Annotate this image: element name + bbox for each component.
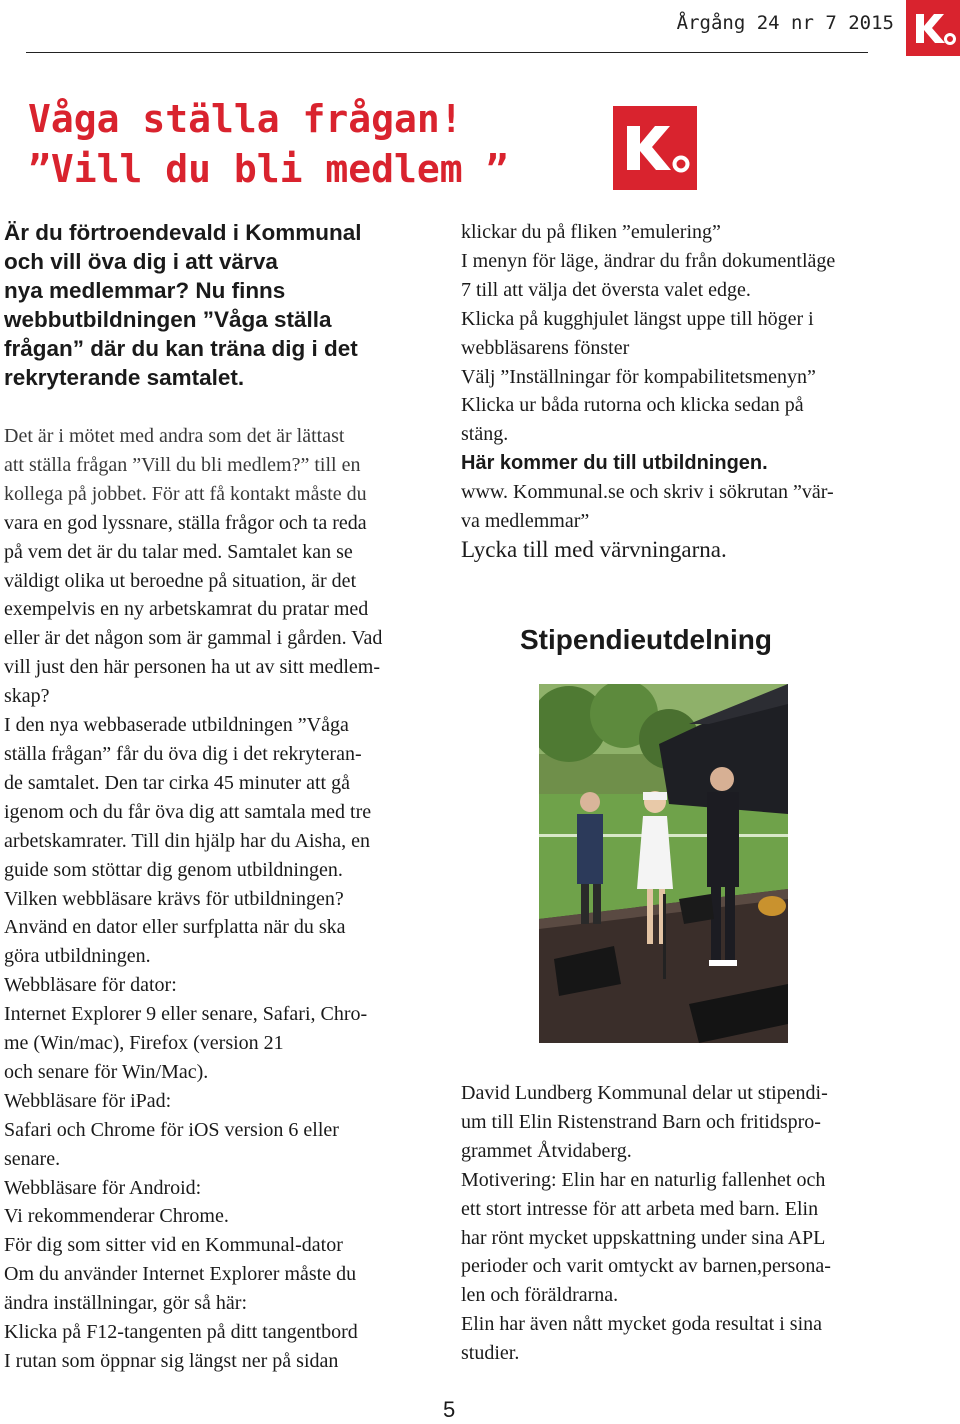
body-line: göra utbildningen.: [4, 945, 151, 968]
body-line: skap?: [4, 685, 50, 708]
header-rule: [26, 52, 868, 53]
photo-image: [539, 684, 788, 1043]
body-line: Klicka på kugghjulet längst uppe till höger i: [461, 307, 814, 330]
lead-line: webbutbildningen ”Våga ställa: [4, 307, 332, 332]
body-line: exempelvis en ny arbetskamrat du pratar med: [4, 598, 369, 621]
body-line: I menyn för läge, ändrar du från dokumentläge: [461, 249, 836, 272]
lead-line: frågan” där du kan träna dig i det: [4, 336, 358, 361]
caption-line: har rönt mycket uppskattning under sina APL: [461, 1226, 826, 1249]
body-line: Vilken webbläsare krävs för utbildningen?: [4, 887, 344, 910]
caption-line: ett stort intresse för att arbeta med barn. Elin: [461, 1197, 819, 1220]
caption-line: perioder och varit omtyckt av barnen,persona-: [461, 1255, 831, 1278]
lead-line: Är du förtroendevald i Kommunal: [4, 220, 362, 245]
article-lead: [4, 218, 444, 392]
body-line: eller är det någon som är gammal i gården. Vad: [4, 627, 383, 650]
url-line: va medlemmar”: [461, 510, 590, 533]
caption-line: Motivering: Elin har en naturlig fallenhet och: [461, 1168, 826, 1191]
body-line: Klicka på F12-tangenten på ditt tangentbord: [4, 1321, 358, 1344]
body-line: Safari och Chrome för iOS version 6 eller: [4, 1118, 339, 1141]
body-line: klickar du på fliken ”emulering”: [461, 221, 721, 243]
article-headline: [28, 94, 508, 194]
body-line: För dig som sitter vid en Kommunal-dator: [4, 1234, 343, 1257]
body-line: Om du använder Internet Explorer måste du: [4, 1263, 357, 1286]
body-line: guide som stöttar dig genom utbildningen.: [4, 858, 343, 881]
body-line: och senare för Win/Mac).: [4, 1060, 209, 1083]
body-line: Använd en dator eller surfplatta när du ska: [4, 916, 346, 939]
body-line: Webbläsare för dator:: [4, 974, 177, 997]
kommunal-logo-small: [906, 0, 960, 56]
body-line: väldigt olika ut beroedne på situation, är det: [4, 569, 357, 592]
body-line: de samtalet. Den tar cirka 45 minuter att gå: [4, 771, 350, 794]
body-line: ändra inställningar, gör så här:: [4, 1292, 248, 1315]
body-line: Webbläsare för iPad:: [4, 1089, 172, 1112]
kommunal-k-icon: [613, 106, 697, 190]
lead-line: nya medlemmar? Nu finns: [4, 278, 286, 303]
body-line: Webbläsare för Android:: [4, 1176, 202, 1199]
body-line: Internet Explorer 9 eller senare, Safari, Chro-: [4, 1003, 368, 1026]
body-line: arbetskamrater. Till din hjälp har du Aisha, en: [4, 829, 371, 852]
photo-caption: [461, 1079, 951, 1368]
issue-label: Årgång 24 nr 7 2015: [676, 12, 894, 34]
kommunal-logo: [613, 106, 697, 190]
body-line: me (Win/mac), Firefox (version 21: [4, 1032, 284, 1055]
page-number: 5: [443, 1397, 456, 1422]
body-line: kollega på jobbet. För att få kontakt måste du: [4, 482, 367, 505]
caption-line: Elin har även nått mycket goda resultat i sina: [461, 1313, 822, 1336]
caption-line: David Lundberg Kommunal delar ut stipendi-: [461, 1082, 828, 1104]
headline-line: Våga ställa frågan!: [28, 97, 463, 141]
body-line: vill just den här personen ha ut av sitt medlem-: [4, 656, 381, 679]
training-link-heading[interactable]: Här kommer du till utbildningen.: [461, 452, 768, 475]
body-line: igenom och du får öva dig att samtala med tre: [4, 800, 372, 823]
caption-line: len och föräldrarna.: [461, 1284, 619, 1307]
body-line: senare.: [4, 1147, 61, 1170]
award-ceremony-photo: [539, 684, 788, 1043]
body-line: Det är i mötet med andra som det är lättast: [4, 425, 345, 447]
signoff: Lycka till med värvningarna.: [461, 536, 727, 562]
body-line: Välj ”Inställningar för kompabilitetsmenyn”: [461, 365, 816, 388]
body-line: att ställa frågan ”Vill du bli medlem?” till en: [4, 453, 361, 476]
lead-line: och vill öva dig i att värva: [4, 249, 278, 274]
headline-line: ”Vill du bli medlem ”: [28, 147, 509, 191]
body-line: ställa frågan” får du öva dig i det rekryteran-: [4, 742, 362, 765]
body-line: på vem det är du talar med. Samtalet kan se: [4, 540, 353, 563]
body-line: I den nya webbaserade utbildningen ”Våga: [4, 714, 349, 737]
lead-line: rekryterande samtalet.: [4, 365, 245, 390]
article-body-left: [4, 422, 454, 1376]
stipend-title: Stipendieutdelning: [520, 624, 772, 655]
caption-line: um till Elin Ristenstrand Barn och fritidspro-: [461, 1110, 821, 1133]
body-line: I rutan som öppnar sig längst ner på sidan: [4, 1350, 339, 1372]
body-line: 7 till att välja det översta valet edge.: [461, 278, 751, 301]
body-line: webbläsarens fönster: [461, 336, 630, 359]
caption-line: studier.: [461, 1342, 520, 1365]
kommunal-k-icon: [906, 0, 960, 56]
url-line: www. Kommunal.se och skriv i sökrutan ”vär-: [461, 481, 834, 504]
body-line: Klicka ur båda rutorna och klicka sedan på: [461, 394, 804, 417]
body-line: vara en god lyssnare, ställa frågor och ta reda: [4, 511, 367, 534]
body-line: stäng.: [461, 423, 509, 446]
body-line: Vi rekommenderar Chrome.: [4, 1205, 229, 1228]
article-body-right: [461, 218, 951, 565]
caption-line: grammet Åtvidaberg.: [461, 1139, 632, 1162]
